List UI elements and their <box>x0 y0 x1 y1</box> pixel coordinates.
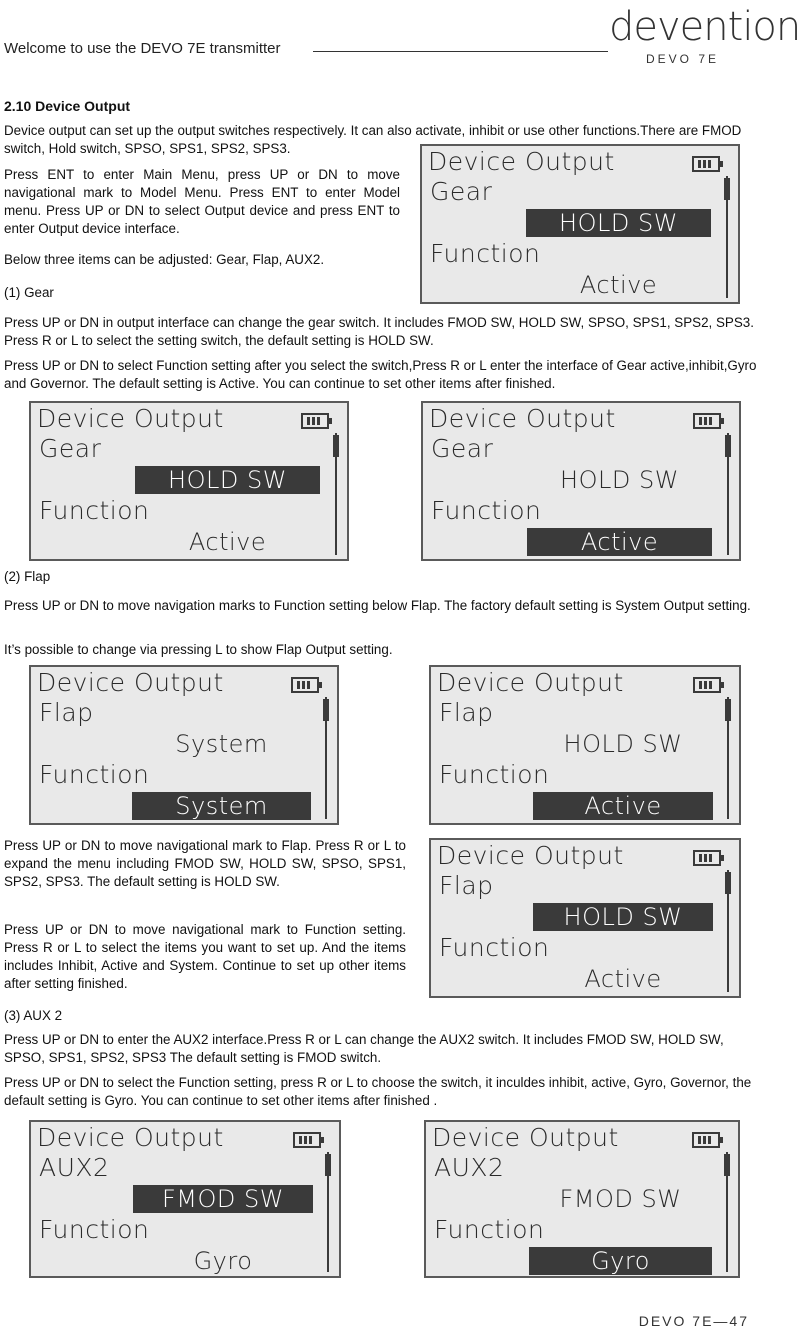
lcd-title: Device Output <box>429 404 616 433</box>
lcd-row-label: Flap <box>439 871 494 900</box>
lcd-scroll-thumb <box>724 178 730 200</box>
lcd-function-value: Gyro <box>193 1247 253 1275</box>
intro-paragraph: Device output can set up the output switches respectively. It can also activate, inhibit or use other functions.There are FMOD switch, Hold switch, SPSO, SPS1, SPS2, SPS3. <box>4 123 742 156</box>
lcd-title: Device Output <box>437 668 624 697</box>
lcd-scroll-thumb <box>725 435 731 457</box>
lcd-scroll-thumb <box>725 872 731 894</box>
battery-icon <box>293 1132 321 1148</box>
aux-paragraph-1: Press UP or DN to enter the AUX2 interface.Press R or L can change the AUX2 switch. It includes FMOD SW, HOLD SW, SPSO, SPS1, SPS2, SPS3 The default setting is FMOD switch. <box>4 1032 724 1065</box>
lcd-switch-value: HOLD SW <box>560 466 679 494</box>
page-number: DEVO 7E—47 <box>638 1313 749 1329</box>
lcd-scroll-thumb <box>724 1154 730 1176</box>
header-rule <box>313 51 608 52</box>
battery-icon <box>692 156 720 172</box>
lcd-switch-value: FMOD SW <box>133 1185 313 1213</box>
lcd-function-value: Active <box>533 792 713 820</box>
lcd-function-label: Function <box>39 760 150 789</box>
lcd-switch-value: HOLD SW <box>135 466 320 494</box>
flap-paragraph-3: Press UP or DN to move navigational mark to Flap. Press R or L to expand the menu including FMOD SW, HOLD SW, SPSO, SPS1, SPS2, SPS3. The default setting is HOLD SW. <box>4 838 406 889</box>
lcd-scroll-thumb <box>325 1154 331 1176</box>
aux-paragraph-2: Press UP or DN to select the Function setting, press R or L to choose the switch, it inculdes inhibit, active, Gyro, Governor, the default setting is Gyro. You can continue to set other items after finished . <box>4 1075 752 1108</box>
lcd-switch-value: HOLD SW <box>526 209 711 237</box>
lcd-function-label: Function <box>434 1215 545 1244</box>
devention-logo <box>606 0 800 72</box>
lcd-switch-value: System <box>175 730 268 758</box>
lcd-row-label: Flap <box>39 698 94 727</box>
lcd-title: Device Output <box>37 668 224 697</box>
lcd-row-label: Flap <box>439 698 494 727</box>
flap-paragraph-1: Press UP or DN to move navigation marks to Function setting below Flap. The factory default setting is System Output setting. <box>4 598 751 613</box>
lcd-function-value: Active <box>188 528 267 556</box>
lcd-row-label: AUX2 <box>434 1153 505 1182</box>
header-title: Welcome to use the DEVO 7E transmitter <box>4 40 281 57</box>
lcd-function-label: Function <box>439 933 550 962</box>
lcd-switch-value: FMOD SW <box>559 1185 682 1213</box>
lcd-screen <box>29 665 339 825</box>
battery-icon <box>693 413 721 429</box>
adjust-paragraph: Below three items can be adjusted: Gear, Flap, AUX2. <box>4 252 325 267</box>
lcd-scroll-thumb <box>323 699 329 721</box>
lcd-screen <box>429 665 741 825</box>
lcd-screen <box>424 1120 740 1278</box>
battery-icon <box>301 413 329 429</box>
flap-heading: (2) Flap <box>4 569 51 584</box>
lcd-screen <box>29 401 349 561</box>
lcd-row-label: AUX2 <box>39 1153 110 1182</box>
battery-icon <box>693 850 721 866</box>
lcd-screen <box>420 144 740 304</box>
lcd-function-value: Gyro <box>529 1247 712 1275</box>
gear-paragraph-2: Press UP or DN to select Function setting after you select the switch,Press R or L enter the interface of Gear active,inhibit,Gyro and Governor. The default setting is Active. You can continue to set other items after finished. <box>4 358 757 391</box>
logo-wordmark: devention <box>609 4 800 50</box>
lcd-scroll-thumb <box>725 699 731 721</box>
lcd-switch-value: HOLD SW <box>533 903 713 931</box>
lcd-title: Device Output <box>437 841 624 870</box>
lcd-function-label: Function <box>431 496 542 525</box>
lcd-function-label: Function <box>39 1215 150 1244</box>
lcd-function-label: Function <box>439 760 550 789</box>
lcd-function-label: Function <box>39 496 150 525</box>
lcd-title: Device Output <box>37 1123 224 1152</box>
lcd-function-value: Active <box>527 528 712 556</box>
logo-model: DEVO 7E <box>646 52 720 66</box>
battery-icon <box>693 677 721 693</box>
lcd-function-label: Function <box>430 239 541 268</box>
gear-paragraph-1: Press UP or DN in output interface can change the gear switch. It includes FMOD SW, HOLD SW, SPSO, SPS1, SPS2, SPS3. Press R or L to select the setting switch, the default setting is HOLD SW. <box>4 315 754 348</box>
battery-icon <box>291 677 319 693</box>
lcd-function-value: System <box>132 792 311 820</box>
gear-heading: (1) Gear <box>4 285 54 300</box>
lcd-screen <box>29 1120 341 1278</box>
lcd-title: Device Output <box>432 1123 619 1152</box>
lcd-switch-value: HOLD SW <box>563 730 683 758</box>
aux-heading: (3) AUX 2 <box>4 1008 63 1023</box>
lcd-row-label: Gear <box>430 177 493 206</box>
lcd-screen <box>421 401 741 561</box>
battery-icon <box>692 1132 720 1148</box>
flap-paragraph-2: It’s possible to change via pressing L to show Flap Output setting. <box>4 642 393 657</box>
flap-paragraph-4: Press UP or DN to move navigational mark to Function setting. Press R or L to select the items you want to set up. And the items includes Inhibit, Active and System. Continue to set up other items after setting finished. <box>4 922 406 991</box>
lcd-row-label: Gear <box>431 434 494 463</box>
lcd-title: Device Output <box>428 147 615 176</box>
lcd-screen <box>429 838 741 998</box>
section-title: 2.10 Device Output <box>4 98 131 114</box>
lcd-scroll-thumb <box>333 435 339 457</box>
lcd-function-value: Active <box>584 965 662 993</box>
navigation-paragraph: Press ENT to enter Main Menu, press UP or DN to move navigational mark to Model Menu. Press ENT to enter Model menu. Press UP or DN to select Output device and press ENT to enter Output device interface. <box>4 167 400 236</box>
lcd-row-label: Gear <box>39 434 102 463</box>
lcd-title: Device Output <box>37 404 224 433</box>
lcd-function-value: Active <box>579 271 658 299</box>
